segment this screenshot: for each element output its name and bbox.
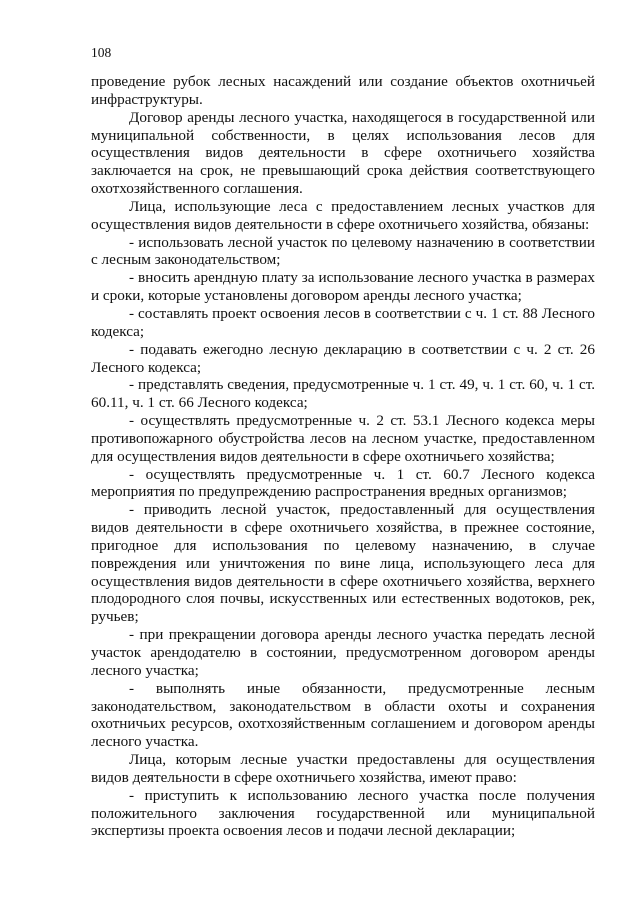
text-line: и сроки, которые установлены договором аренды лесного участка; <box>91 287 522 305</box>
text-line: осуществления видов деятельности в сфере охотничьего хозяйства <box>91 144 595 162</box>
document-body <box>91 73 595 840</box>
text-line: экспертизы проекта освоения лесов и подачи лесной декларации; <box>91 822 516 840</box>
text-line: мероприятия по предупреждению распространения вредных организмов; <box>91 483 567 501</box>
text-line: видов деятельности в сфере охотничьего хозяйства, в прежнее состояние, <box>91 519 595 537</box>
text-line: охотхозяйственного соглашения. <box>91 180 303 198</box>
text-line: для осуществления видов деятельности в сфере охотничьего хозяйства; <box>91 447 555 465</box>
text-line: - вносить арендную плату за использование лесного участка в размерах <box>129 269 595 287</box>
text-line: пригодное для использования по целевому назначению, в случае <box>91 536 595 554</box>
text-line: - подавать ежегодно лесную декларацию в соответствии с ч. 2 ст. 26 <box>129 340 595 358</box>
text-line: 60.11, ч. 1 ст. 66 Лесного кодекса; <box>91 394 308 412</box>
text-line: Лица, которым лесные участки предоставлены для осуществления <box>129 751 595 769</box>
text-line: инфраструктуры. <box>91 90 203 108</box>
text-line: Лесного кодекса; <box>91 358 202 376</box>
text-line: - приступить к использованию лесного участка после получения <box>129 786 595 804</box>
text-line: противопожарного обустройства лесов на лесном участке, предоставленном <box>91 429 595 447</box>
text-line: - осуществлять предусмотренные ч. 1 ст. 60.7 Лесного кодекса <box>129 465 595 483</box>
text-line: повреждения или уничтожения по вине лица, использующего леса для <box>91 554 595 572</box>
text-line: видов деятельности в сфере охотничьего хозяйства, имеют право: <box>91 768 517 786</box>
text-line: охотничьих ресурсов, охотхозяйственным соглашением и договором аренды <box>91 715 595 733</box>
text-line: - осуществлять предусмотренные ч. 2 ст. 53.1 Лесного кодекса меры <box>129 412 595 430</box>
text-line: положительного заключения государственной или муниципальной <box>91 804 595 822</box>
text-line: законодательством, законодательством в области охоты и сохранения <box>91 697 595 715</box>
text-line: муниципальной собственности, в целях использования лесов для <box>91 126 595 144</box>
text-line: - приводить лесной участок, предоставленный для осуществления <box>129 501 595 519</box>
page-number: 108 <box>91 45 112 60</box>
text-line: - представлять сведения, предусмотренные ч. 1 ст. 49, ч. 1 ст. 60, ч. 1 ст. <box>129 376 595 394</box>
text-line: участок арендодателю в состоянии, предусмотренном договором аренды <box>91 644 595 661</box>
text-line: заключается на срок, не превышающий срока действия соответствующего <box>91 162 595 180</box>
text-line: лесного участка; <box>91 661 199 679</box>
text-line: - составлять проект освоения лесов в соответствии с ч. 1 ст. 88 Лесного <box>129 304 595 322</box>
text-line: - выполнять иные обязанности, предусмотренные лесным <box>129 679 595 697</box>
text-line: ручьев; <box>91 608 139 626</box>
text-line: осуществления видов деятельности в сфере охотничьего хозяйства, верхнего <box>91 572 595 590</box>
text-line: кодекса; <box>91 322 145 340</box>
text-line: - использовать лесной участок по целевому назначению в соответствии <box>129 233 595 251</box>
text-line: с лесным законодательством; <box>91 251 281 269</box>
text-line: Лица, использующие леса с предоставлением лесных участков для <box>129 197 595 215</box>
text-line: проведение рубок лесных насаждений или создание объектов охотничьей <box>91 73 595 90</box>
text-line: - при прекращении договора аренды лесного участка передать лесной <box>129 626 595 644</box>
text-line: лесного участка. <box>91 733 199 751</box>
text-line: осуществления видов деятельности в сфере охотничьего хозяйства, обязаны: <box>91 215 590 233</box>
text-line: Договор аренды лесного участка, находящегося в государственной или <box>129 108 595 126</box>
text-line: плодородного слоя почвы, искусственных или естественных водотоков, рек, <box>91 590 595 608</box>
